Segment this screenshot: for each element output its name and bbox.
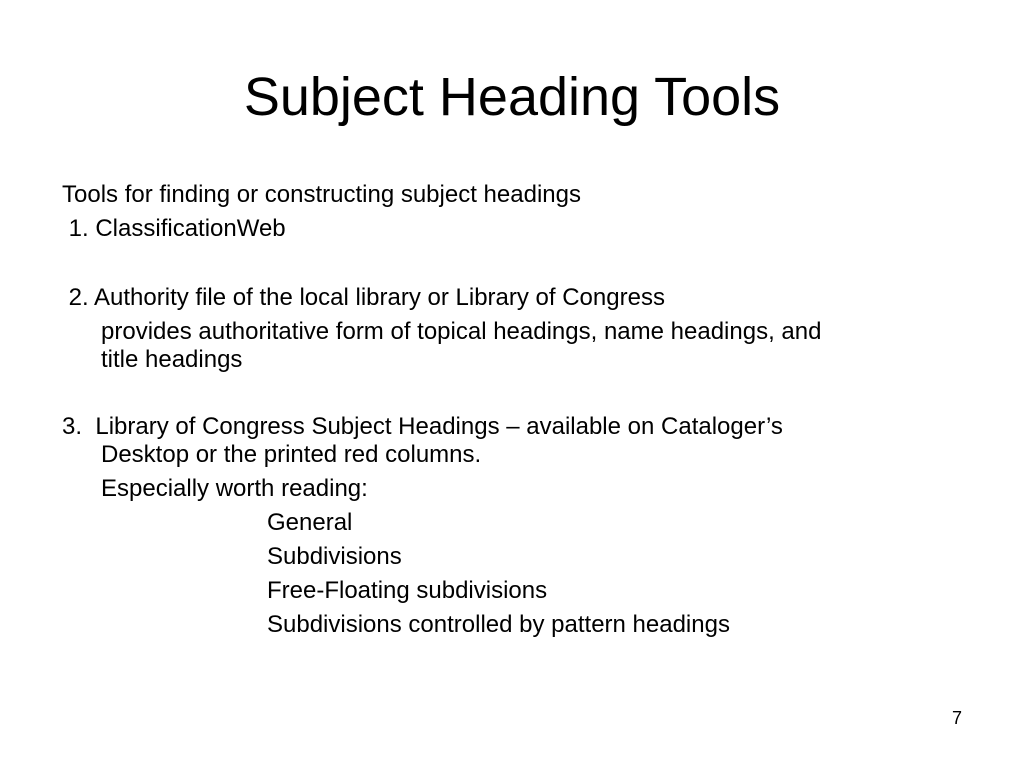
sub-item-pattern-headings: Subdivisions controlled by pattern headings	[267, 611, 730, 638]
list-item-authority-file: 2. Authority file of the local library or Library of Congress	[62, 284, 665, 311]
list-item-lcsh-line-2: Desktop or the printed red columns.	[101, 441, 482, 468]
intro-text: Tools for finding or constructing subject headings	[62, 181, 581, 208]
slide-title: Subject Heading Tools	[243, 67, 781, 127]
sub-item-general: General	[267, 509, 353, 536]
authority-file-description-line-1: provides authoritative form of topical headings, name headings, and	[101, 318, 822, 345]
list-item-lcsh-line-1: 3. Library of Congress Subject Headings – available on Cataloger’s	[62, 413, 783, 440]
sub-item-subdivisions: Subdivisions	[267, 543, 402, 570]
sub-item-free-floating-subdivisions: Free-Floating subdivisions	[267, 577, 548, 604]
especially-worth-reading: Especially worth reading:	[101, 475, 368, 502]
list-item-classificationweb: 1. ClassificationWeb	[62, 215, 286, 242]
authority-file-description-line-2: title headings	[101, 346, 243, 373]
page-number: 7	[951, 708, 962, 728]
